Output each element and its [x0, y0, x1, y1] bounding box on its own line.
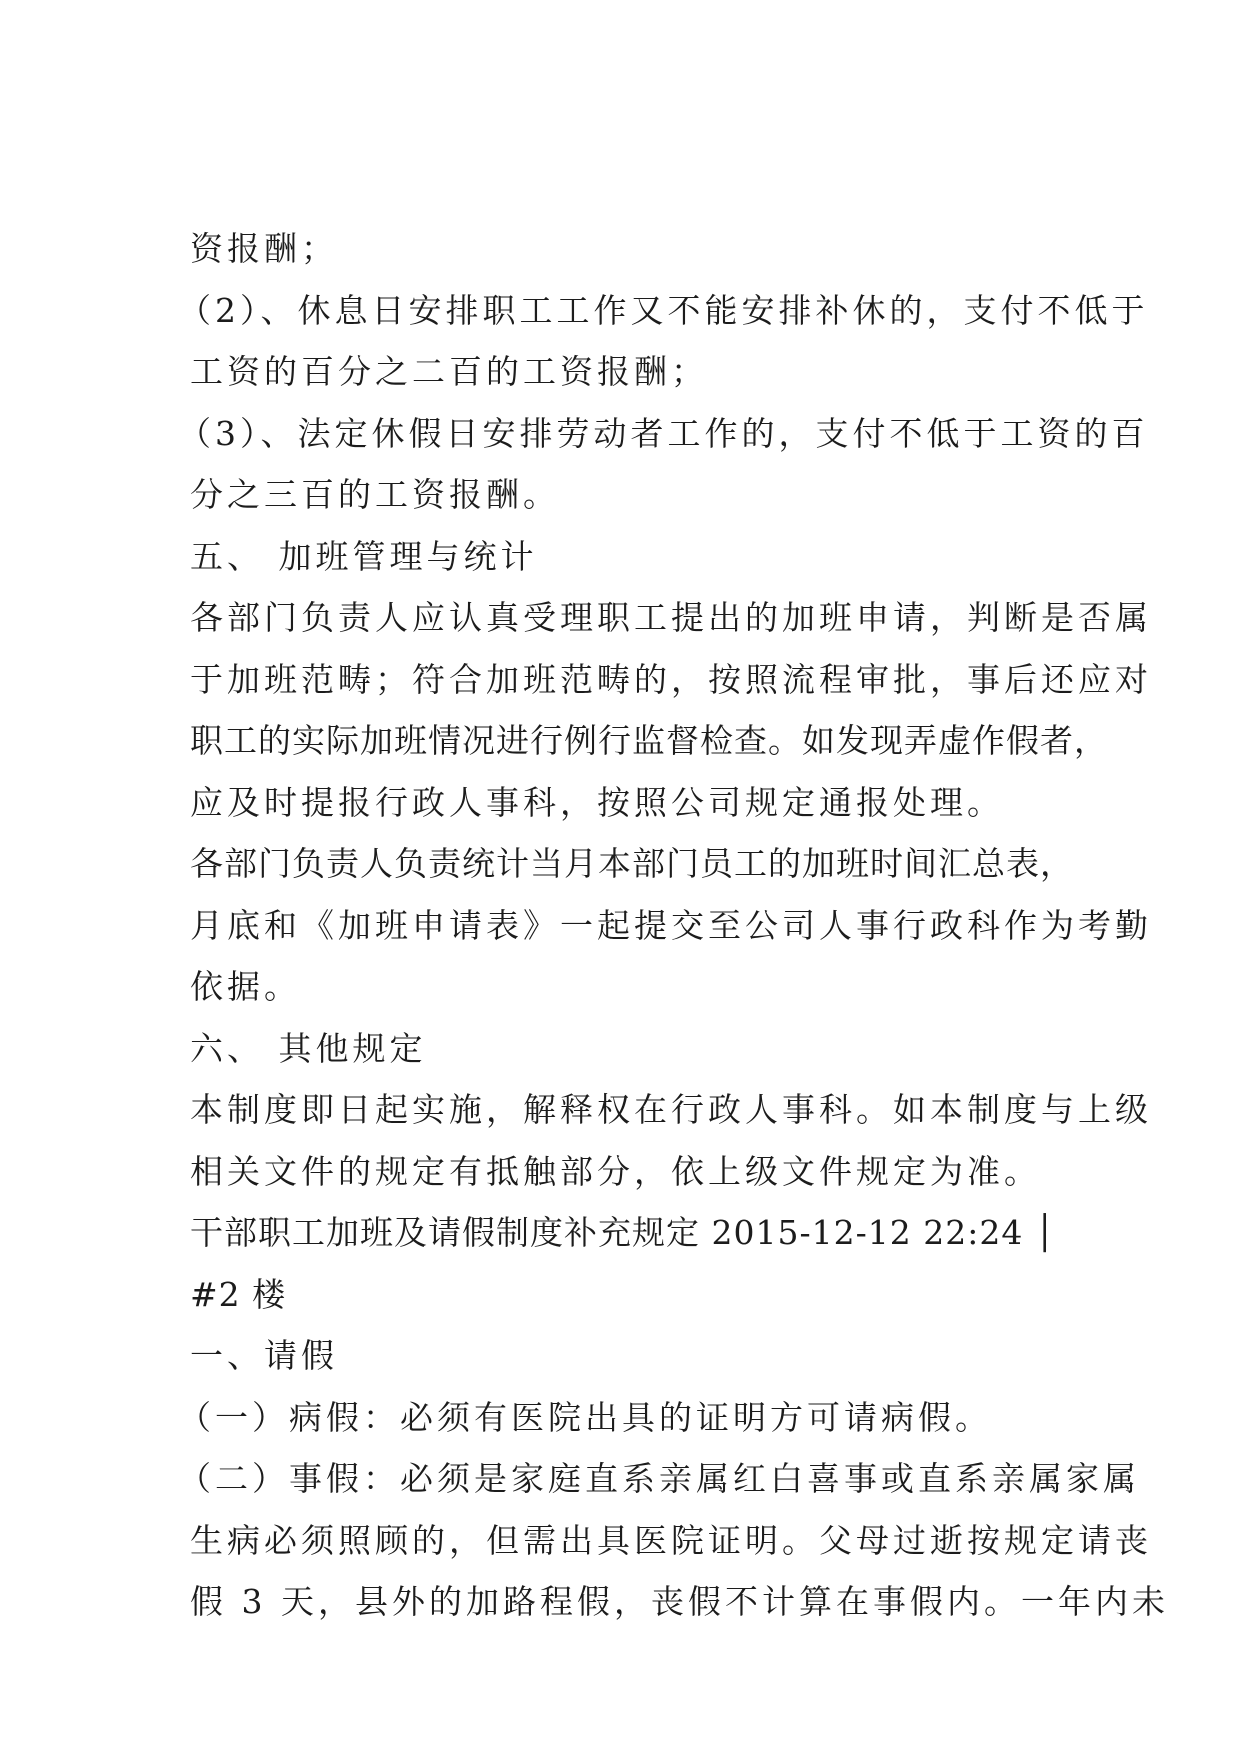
- text-line: 生病必须照顾的，但需出具医院证明。父母过逝按规定请丧: [190, 1520, 1152, 1560]
- section-heading: 一、请假: [190, 1336, 338, 1375]
- section-heading: 六、 其他规定: [190, 1028, 427, 1068]
- text-line: 相关文件的规定有抵触部分，依上级文件规定为准。: [190, 1151, 1041, 1191]
- text-line: （二）事假：必须是家庭直系亲属红白喜事或直系亲属家属: [178, 1459, 1140, 1498]
- document-body: [178, 218, 1169, 1633]
- text-line: 假 3 天，县外的加路程假，丧假不计算在事假内。一年内未: [190, 1582, 1169, 1621]
- text-line: （一）病假：必须有医院出具的证明方可请病假。: [178, 1397, 992, 1437]
- text-line: （2）、休息日安排职工工作又不能安排补休的，支付不低于: [178, 290, 1149, 330]
- text-line: （3）、法定休假日安排劳动者工作的，支付不低于工资的百: [178, 413, 1149, 453]
- post-title-line: 干部职工加班及请假制度补充规定 2015-12-12 22:24 │: [190, 1213, 1056, 1252]
- text-line: 应及时提报行政人事科，按照公司规定通报处理。: [190, 782, 1004, 822]
- floor-label: #2 楼: [190, 1274, 287, 1314]
- section-heading: 五、 加班管理与统计: [190, 536, 538, 576]
- text-line: 资报酬；: [190, 229, 338, 268]
- text-line: 工资的百分之二百的工资报酬；: [190, 352, 708, 391]
- text-line: 本制度即日起实施，解释权在行政人事科。如本制度与上级: [190, 1090, 1152, 1129]
- text-line: 依据。: [190, 967, 301, 1006]
- text-line: 分之三百的工资报酬。: [190, 475, 560, 514]
- text-line: 于加班范畴；符合加班范畴的，按照流程审批，事后还应对: [190, 659, 1152, 699]
- text-line: 各部门负责人应认真受理职工提出的加班申请，判断是否属: [190, 598, 1152, 637]
- text-line: 月底和《加班申请表》一起提交至公司人事行政科作为考勤: [190, 905, 1152, 945]
- text-line: 各部门负责人负责统计当月本部门员工的加班时间汇总表，: [190, 844, 1074, 883]
- text-line: 职工的实际加班情况进行例行监督检查。如发现弄虚作假者，: [190, 721, 1108, 760]
